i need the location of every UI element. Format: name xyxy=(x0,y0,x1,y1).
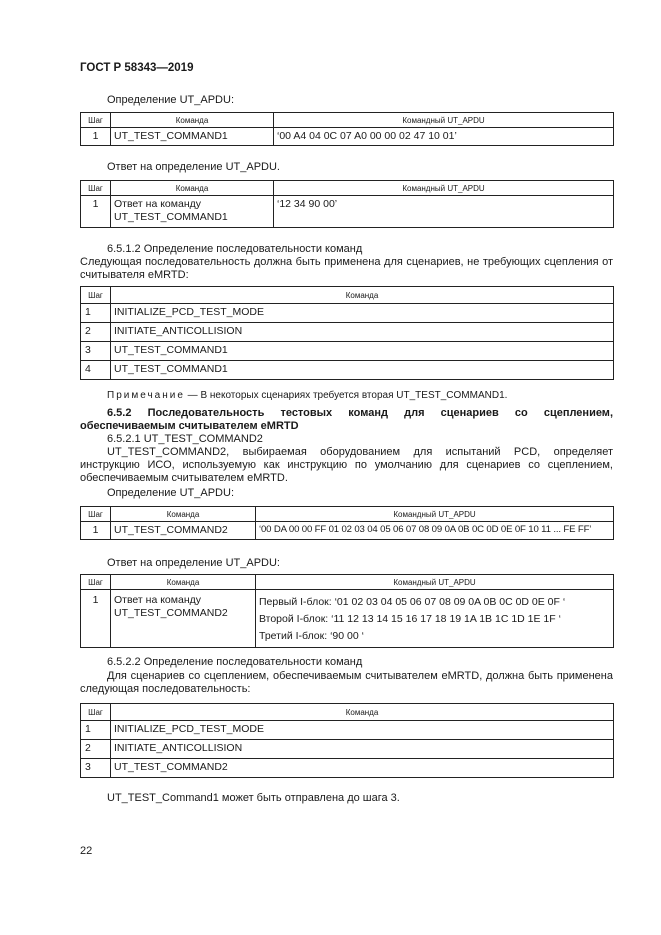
header-command: Команда xyxy=(111,507,256,522)
table-def2 xyxy=(80,506,614,540)
cell-command xyxy=(111,590,256,648)
page-number: 22 xyxy=(80,845,93,857)
table-row xyxy=(81,342,614,361)
cell-command xyxy=(111,196,274,228)
header-apdu: Командный UT_APDU xyxy=(256,575,614,590)
header-command: Команда xyxy=(111,181,274,196)
cell-apdu: ‘00 A4 04 0C 07 A0 00 00 02 47 10 01’ xyxy=(274,128,614,146)
cell-command: INITIALIZE_PCD_TEST_MODE xyxy=(111,721,614,740)
cell-command: INITIATE_ANTICOLLISION xyxy=(111,323,614,342)
table-header-row xyxy=(81,287,614,304)
cell-step: 1 xyxy=(81,522,111,540)
cell-command: UT_TEST_COMMAND1 xyxy=(111,128,274,146)
table-sequence1 xyxy=(80,286,614,380)
cell-apdu-line3: Третий I-блок: ‘90 00 ‘ xyxy=(259,630,364,642)
def2-label: Определение UT_APDU: xyxy=(107,487,235,499)
note xyxy=(107,389,507,402)
cell-step: 3 xyxy=(81,342,111,361)
cell-command-line1: Ответ на команду xyxy=(114,198,201,210)
cell-apdu-line1: Первый I-блок: ‘01 02 03 04 05 06 07 08 09 0A 0B 0C 0D 0E 0F ‘ xyxy=(259,596,566,608)
section-6521-title: 6.5.2.1 UT_TEST_COMMAND2 xyxy=(107,433,263,445)
table-header-row xyxy=(81,181,614,196)
cell-step: 1 xyxy=(81,128,111,146)
header-apdu: Командный UT_APDU xyxy=(274,113,614,128)
table-sequence2 xyxy=(80,703,614,778)
section-6522-title: 6.5.2.2 Определение последовательности команд xyxy=(107,656,363,668)
header-step: Шаг xyxy=(81,575,111,590)
cell-step: 4 xyxy=(81,361,111,380)
resp1-label: Ответ на определение UT_APDU. xyxy=(107,161,280,173)
table-def1 xyxy=(80,112,614,146)
cell-command-line2: UT_TEST_COMMAND1 xyxy=(114,210,228,223)
header-apdu: Командный UT_APDU xyxy=(256,507,614,522)
header-step: Шаг xyxy=(81,507,111,522)
cell-apdu xyxy=(256,590,614,648)
section-6512-body: Следующая последовательность должна быть применена для сценариев, не требующих сцепления от считывателя eMRTD: xyxy=(80,256,613,281)
header-step: Шаг xyxy=(81,113,111,128)
cell-step: 2 xyxy=(81,740,111,759)
cell-step: 3 xyxy=(81,759,111,778)
header-command: Команда xyxy=(111,287,614,304)
def1-label: Определение UT_APDU: xyxy=(107,94,235,106)
table-row xyxy=(81,740,614,759)
header-command: Команда xyxy=(111,704,614,721)
table-header-row xyxy=(81,113,614,128)
header-step: Шаг xyxy=(81,287,111,304)
table-resp2 xyxy=(80,574,614,648)
cell-step: 1 xyxy=(81,721,111,740)
header-apdu: Командный UT_APDU xyxy=(274,181,614,196)
cell-step: 2 xyxy=(81,323,111,342)
cell-command: UT_TEST_COMMAND1 xyxy=(111,342,614,361)
table-row xyxy=(81,759,614,778)
cell-command: UT_TEST_COMMAND2 xyxy=(111,759,614,778)
table-header-row xyxy=(81,507,614,522)
cell-command: INITIALIZE_PCD_TEST_MODE xyxy=(111,304,614,323)
cell-apdu: ‘12 34 90 00’ xyxy=(274,196,614,228)
table-header-row xyxy=(81,575,614,590)
cell-apdu-line2: Второй I-блок: ‘11 12 13 14 15 16 17 18 19 1A 1B 1C 1D 1E 1F ‘ xyxy=(259,613,561,625)
table-row xyxy=(81,721,614,740)
document-header: ГОСТ Р 58343—2019 xyxy=(80,62,194,74)
section-652-title: 6.5.2 Последовательность тестовых команд для сценариев со сцеплением, обеспечиваемым считывателем eMRTD xyxy=(80,407,613,432)
cell-command-line1: Ответ на команду xyxy=(114,594,201,606)
cell-apdu: ‘00 DA 00 00 FF 01 02 03 04 05 06 07 08 09 0A 0B 0C 0D 0E 0F 10 11 ... FE FF’ xyxy=(256,522,614,540)
cell-step: 1 xyxy=(81,196,111,228)
header-step: Шаг xyxy=(81,704,111,721)
table-row xyxy=(81,522,614,540)
cell-step: 1 xyxy=(81,304,111,323)
table-row xyxy=(81,361,614,380)
section-6512-title: 6.5.1.2 Определение последовательности команд xyxy=(107,243,363,255)
table-resp1 xyxy=(80,180,614,228)
resp2-label: Ответ на определение UT_APDU: xyxy=(107,557,280,569)
cell-command: UT_TEST_COMMAND1 xyxy=(111,361,614,380)
cell-command: UT_TEST_COMMAND2 xyxy=(111,522,256,540)
table-row xyxy=(81,323,614,342)
note-text: — В некоторых сценариях требуется вторая UT_TEST_COMMAND1. xyxy=(184,390,508,401)
cell-step: 1 xyxy=(81,590,111,648)
table-row xyxy=(81,590,614,648)
cell-command: INITIATE_ANTICOLLISION xyxy=(111,740,614,759)
header-command: Команда xyxy=(111,575,256,590)
table-row xyxy=(81,128,614,146)
table-row xyxy=(81,304,614,323)
cell-command-line2: UT_TEST_COMMAND2 xyxy=(114,606,228,619)
header-step: Шаг xyxy=(81,181,111,196)
table-header-row xyxy=(81,704,614,721)
header-command: Команда xyxy=(111,113,274,128)
section-6522-body: Для сценариев со сцеплением, обеспечиваемым считывателем eMRTD, должна быть применена следующая последовательность: xyxy=(80,670,613,695)
section-6521-body: UT_TEST_COMMAND2, выбираемая оборудованием для испытаний PCD, определяет инструкцию ИСО, используемую как инструкцию по умолчанию для сценариев со сцеплением, обеспечиваемым считывателем eMRTD. xyxy=(80,446,613,484)
note-label: Примечание xyxy=(107,390,185,401)
final-note: UT_TEST_Command1 может быть отправлена до шага 3. xyxy=(107,792,400,804)
table-row xyxy=(81,196,614,228)
